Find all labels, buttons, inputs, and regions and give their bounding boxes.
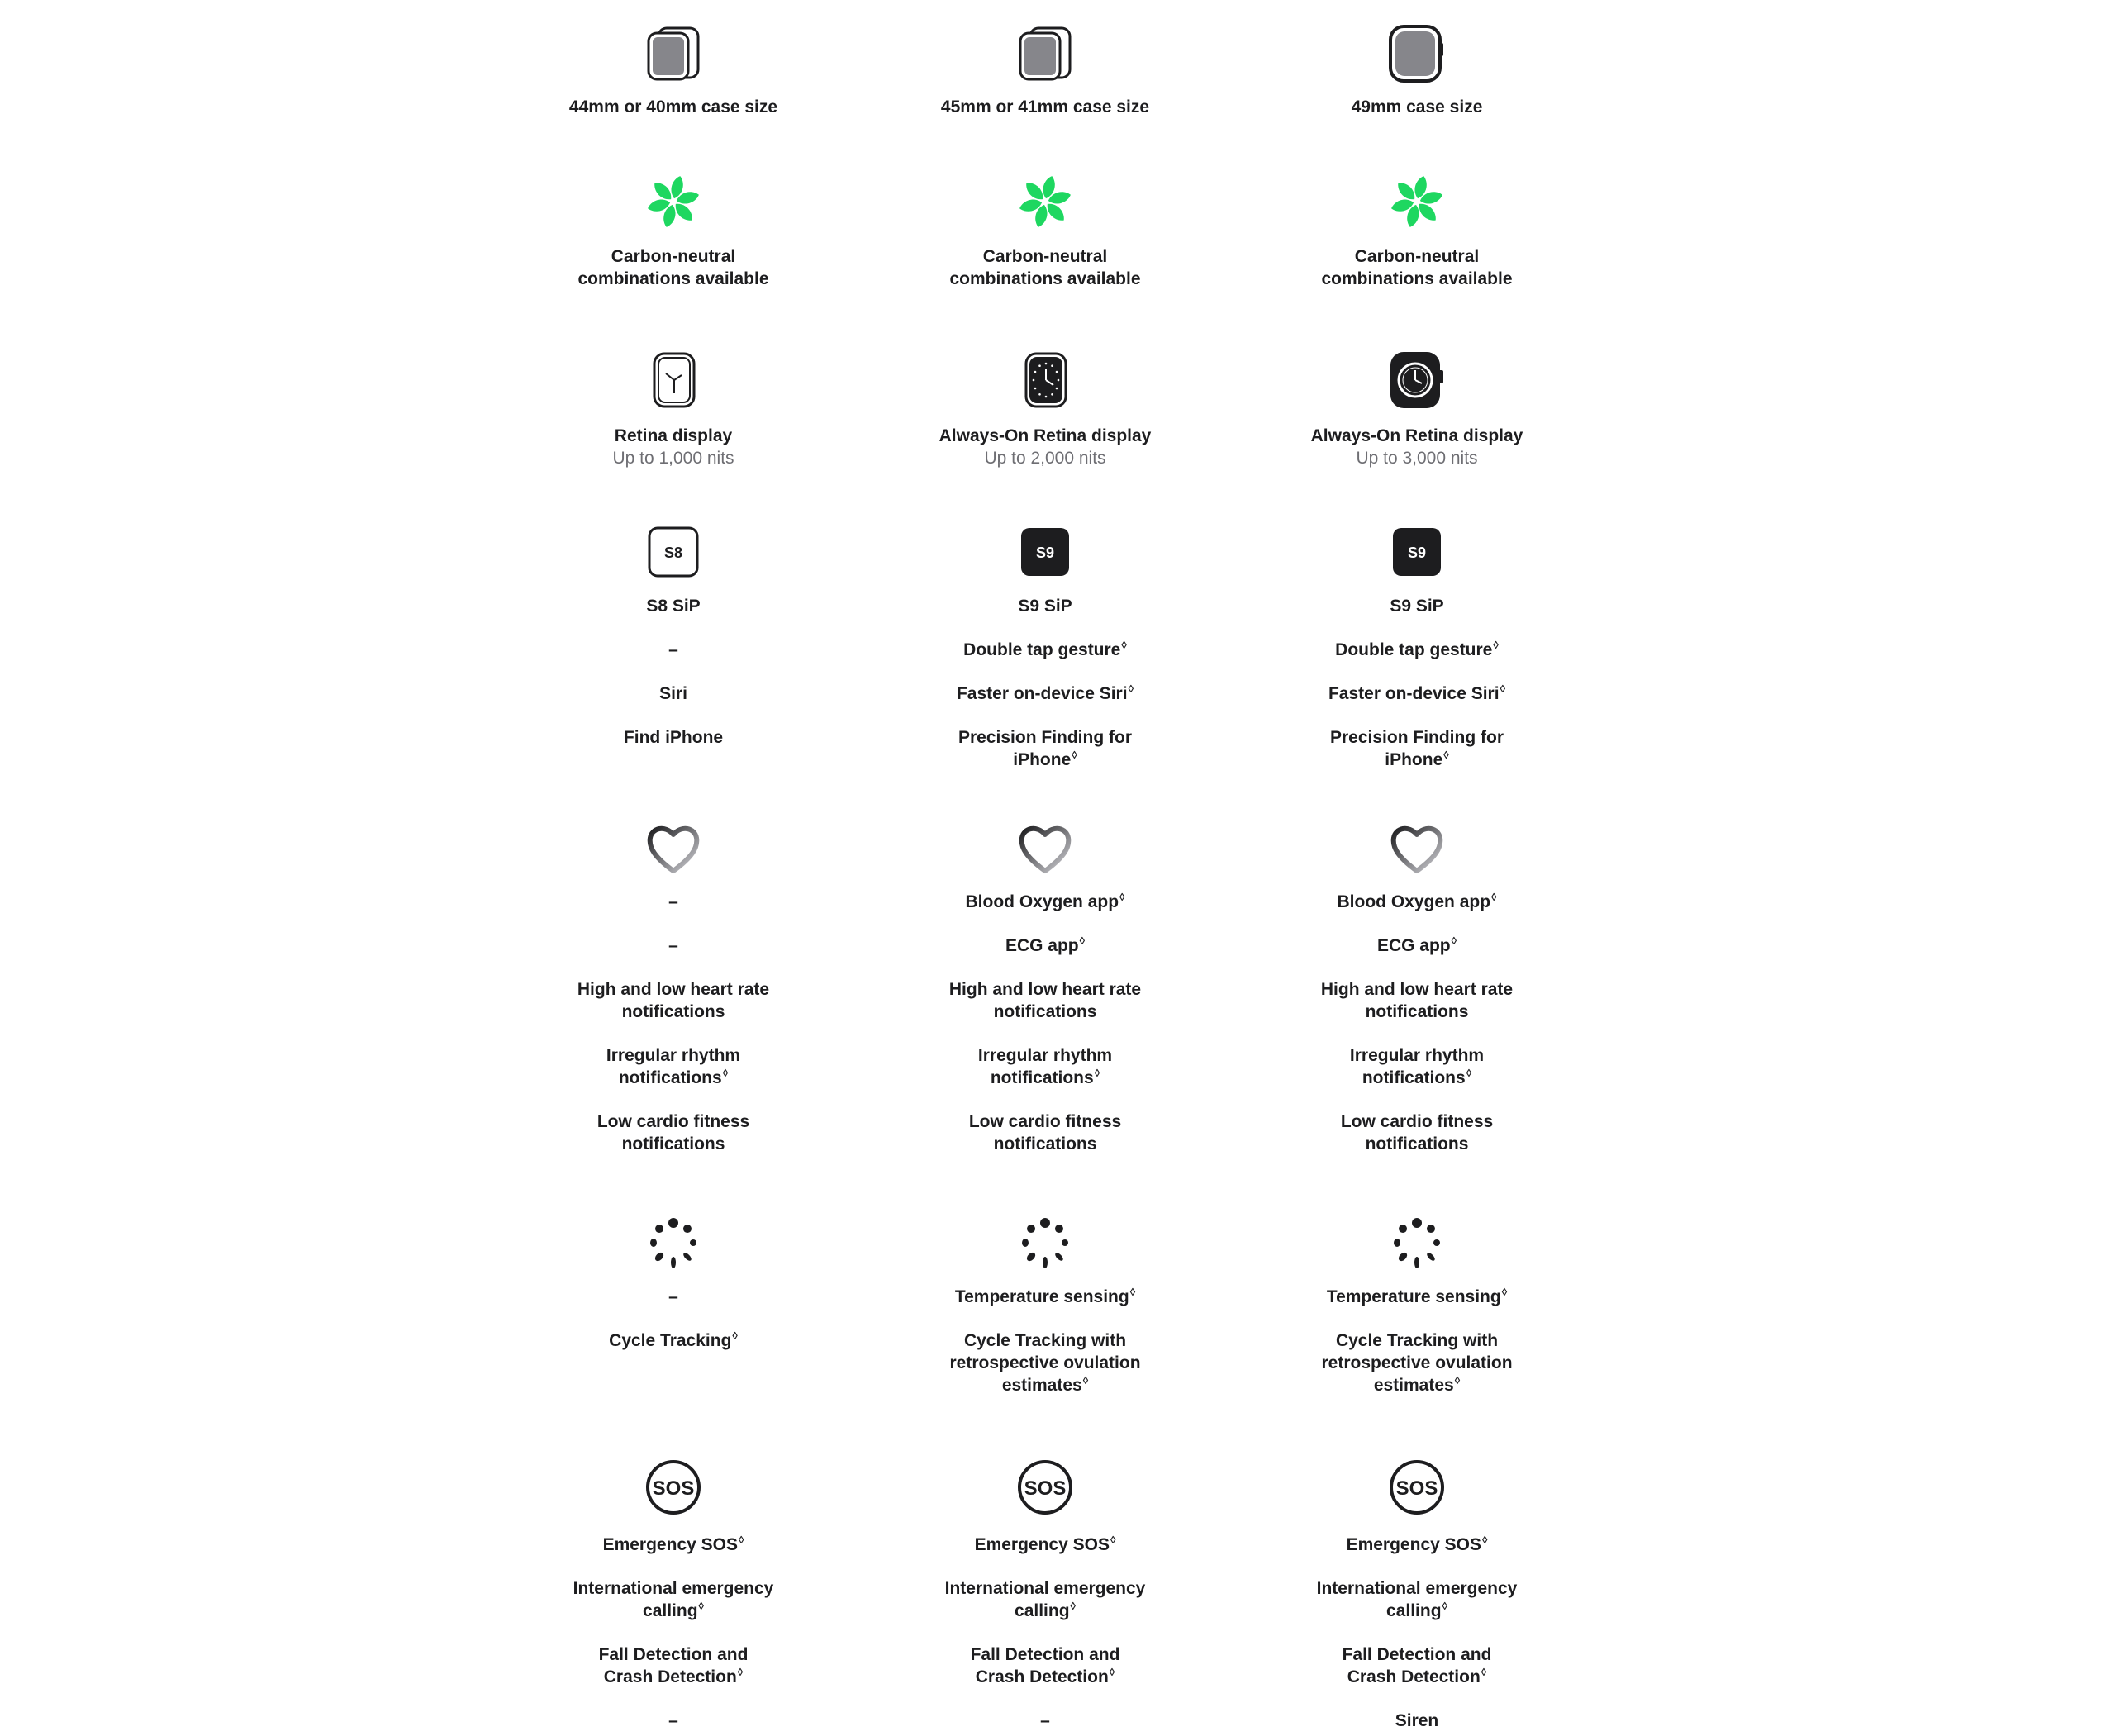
footnote-marker: ◊ xyxy=(1119,891,1125,903)
cycle-feature: Temperature sensing◊ xyxy=(954,1286,1136,1306)
chip-feature: iPhone◊ xyxy=(1013,749,1077,769)
chip-icon xyxy=(500,526,847,578)
sos-badge-text: SOS xyxy=(1024,1477,1067,1500)
safety-feature: calling◊ xyxy=(643,1600,704,1620)
safety-feature: calling◊ xyxy=(1015,1600,1076,1620)
heart-icon xyxy=(872,820,1219,879)
footnote-marker: ◊ xyxy=(1129,1286,1136,1298)
footnote-marker: ◊ xyxy=(1079,935,1086,947)
sos-icon xyxy=(500,1458,847,1517)
case-size-label: 44mm or 40mm case size xyxy=(568,98,778,117)
health-feature: Irregular rhythm xyxy=(1349,1046,1485,1065)
footnote-marker: ◊ xyxy=(1128,683,1134,695)
display-label: Retina display xyxy=(614,426,733,445)
chip-feature: – xyxy=(668,640,678,659)
safety-feature: Siren xyxy=(1395,1711,1439,1730)
footnote-marker: ◊ xyxy=(732,1329,738,1342)
column-watch-se xyxy=(500,0,847,1736)
heart-icon xyxy=(500,820,847,879)
carbon-neutral-label: combinations available xyxy=(577,269,769,288)
watch-face-dark-icon xyxy=(872,350,1219,410)
footnote-marker: ◊ xyxy=(1493,639,1499,651)
footnote-marker: ◊ xyxy=(1082,1374,1089,1386)
footnote-marker: ◊ xyxy=(1109,1666,1115,1678)
chip-label: S8 SiP xyxy=(646,597,701,616)
safety-feature: Fall Detection and xyxy=(598,1645,749,1664)
footnote-marker: ◊ xyxy=(1442,1600,1447,1612)
safety-feature: Crash Detection◊ xyxy=(1347,1666,1487,1686)
health-feature: High and low heart rate xyxy=(948,980,1142,999)
health-feature: High and low heart rate xyxy=(577,980,770,999)
chip-feature: Precision Finding for xyxy=(1329,728,1504,747)
carbon-neutral-label: Carbon-neutral xyxy=(611,247,736,266)
case-size-label: 45mm or 41mm case size xyxy=(940,98,1150,117)
footnote-marker: ◊ xyxy=(1500,683,1505,695)
cycle-feature: – xyxy=(668,1287,678,1306)
footnote-marker: ◊ xyxy=(1480,1666,1487,1678)
health-feature: Low cardio fitness xyxy=(596,1112,750,1131)
health-feature: Low cardio fitness xyxy=(1340,1112,1494,1131)
health-feature: notifications xyxy=(621,1002,725,1021)
display-brightness: Up to 3,000 nits xyxy=(1356,449,1478,468)
safety-feature: Emergency SOS◊ xyxy=(1346,1534,1488,1554)
health-feature: notifications◊ xyxy=(1362,1067,1472,1087)
footnote-marker: ◊ xyxy=(1501,1286,1508,1298)
footnote-marker: ◊ xyxy=(737,1666,744,1678)
case-size-label: 49mm case size xyxy=(1351,98,1483,117)
footnote-marker: ◊ xyxy=(1481,1534,1488,1546)
watch-face-light-icon xyxy=(500,350,847,410)
cycle-feature: estimates◊ xyxy=(1001,1374,1089,1395)
chip-feature: Double tap gesture◊ xyxy=(963,639,1127,659)
safety-feature: International emergency xyxy=(573,1579,774,1598)
chip-icon xyxy=(1243,526,1590,578)
safety-feature: – xyxy=(1040,1711,1050,1730)
safety-feature: Crash Detection◊ xyxy=(603,1666,744,1686)
chip-badge-text: S9 xyxy=(1407,545,1427,561)
health-feature: Irregular rhythm xyxy=(606,1046,741,1065)
display-brightness: Up to 1,000 nits xyxy=(612,449,734,468)
footnote-marker: ◊ xyxy=(1491,891,1497,903)
health-feature: notifications xyxy=(1365,1002,1469,1021)
footnote-marker: ◊ xyxy=(698,1600,704,1612)
safety-feature: calling◊ xyxy=(1386,1600,1447,1620)
safety-feature: International emergency xyxy=(1316,1579,1518,1598)
health-feature: Low cardio fitness xyxy=(968,1112,1122,1131)
footnote-marker: ◊ xyxy=(1454,1374,1461,1386)
cycle-feature: Cycle Tracking with xyxy=(1335,1331,1499,1350)
chip-badge-text: S9 xyxy=(1035,545,1055,561)
carbon-neutral-label: Carbon-neutral xyxy=(982,247,1108,266)
health-feature: – xyxy=(668,892,678,911)
safety-feature: Emergency SOS◊ xyxy=(602,1534,744,1554)
leaf-icon xyxy=(1243,172,1590,231)
display-label: Always-On Retina display xyxy=(1310,426,1523,445)
chip-feature: iPhone◊ xyxy=(1385,749,1449,769)
sos-icon xyxy=(872,1458,1219,1517)
safety-feature: Emergency SOS◊ xyxy=(974,1534,1116,1554)
sos-badge-text: SOS xyxy=(652,1477,695,1500)
chip-label: S9 SiP xyxy=(1018,597,1072,616)
footnote-marker: ◊ xyxy=(1451,935,1457,947)
watch-ultra-face-icon xyxy=(1243,350,1590,410)
health-feature: ECG app◊ xyxy=(1376,935,1457,955)
cycle-feature: estimates◊ xyxy=(1373,1374,1461,1395)
chip-feature: Precision Finding for xyxy=(958,728,1132,747)
chip-feature: Faster on-device Siri◊ xyxy=(956,683,1134,703)
footnote-marker: ◊ xyxy=(1094,1067,1100,1079)
footnote-marker: ◊ xyxy=(1121,639,1127,651)
carbon-neutral-label: combinations available xyxy=(1321,269,1513,288)
chip-badge-text: S8 xyxy=(663,545,683,561)
safety-feature: Crash Detection◊ xyxy=(975,1666,1115,1686)
safety-feature: Fall Detection and xyxy=(1342,1645,1492,1664)
chip-label: S9 SiP xyxy=(1390,597,1444,616)
watch-case-icon xyxy=(872,23,1219,83)
leaf-icon xyxy=(500,172,847,231)
health-feature: notifications◊ xyxy=(990,1067,1100,1087)
sos-badge-text: SOS xyxy=(1395,1477,1438,1500)
health-feature: Blood Oxygen app◊ xyxy=(1337,891,1497,911)
sos-icon xyxy=(1243,1458,1590,1517)
cycle-dots-icon xyxy=(1243,1213,1590,1272)
footnote-marker: ◊ xyxy=(1443,749,1449,761)
health-feature: – xyxy=(668,936,678,955)
footnote-marker: ◊ xyxy=(1110,1534,1116,1546)
chip-feature: Siri xyxy=(659,684,687,703)
footnote-marker: ◊ xyxy=(1070,1600,1076,1612)
safety-feature: – xyxy=(668,1711,678,1730)
column-watch-ultra xyxy=(1243,0,1590,1736)
health-feature: notifications◊ xyxy=(618,1067,729,1087)
safety-feature: Fall Detection and xyxy=(970,1645,1120,1664)
watch-case-icon xyxy=(500,23,847,83)
chip-feature: Find iPhone xyxy=(623,728,724,747)
health-feature: notifications xyxy=(621,1134,725,1153)
footnote-marker: ◊ xyxy=(738,1534,744,1546)
carbon-neutral-label: Carbon-neutral xyxy=(1354,247,1480,266)
watch-ultra-case-icon xyxy=(1243,23,1590,83)
chip-feature: Faster on-device Siri◊ xyxy=(1328,683,1505,703)
cycle-feature: retrospective ovulation xyxy=(1321,1353,1513,1372)
cycle-feature: Temperature sensing◊ xyxy=(1326,1286,1508,1306)
cycle-dots-icon xyxy=(500,1213,847,1272)
health-feature: notifications xyxy=(1365,1134,1469,1153)
carbon-neutral-label: combinations available xyxy=(949,269,1141,288)
chip-icon xyxy=(872,526,1219,578)
health-feature: Irregular rhythm xyxy=(977,1046,1113,1065)
chip-feature: Double tap gesture◊ xyxy=(1335,639,1499,659)
cycle-feature: retrospective ovulation xyxy=(949,1353,1141,1372)
heart-icon xyxy=(1243,820,1590,879)
column-watch-series xyxy=(872,0,1219,1736)
cycle-feature: Cycle Tracking with xyxy=(963,1331,1127,1350)
cycle-feature: Cycle Tracking◊ xyxy=(609,1329,738,1350)
display-label: Always-On Retina display xyxy=(939,426,1152,445)
health-feature: ECG app◊ xyxy=(1005,935,1086,955)
health-feature: notifications xyxy=(993,1134,1097,1153)
display-brightness: Up to 2,000 nits xyxy=(984,449,1106,468)
health-feature: High and low heart rate xyxy=(1320,980,1514,999)
health-feature: Blood Oxygen app◊ xyxy=(965,891,1125,911)
health-feature: notifications xyxy=(993,1002,1097,1021)
leaf-icon xyxy=(872,172,1219,231)
cycle-dots-icon xyxy=(872,1213,1219,1272)
footnote-marker: ◊ xyxy=(722,1067,729,1079)
footnote-marker: ◊ xyxy=(1072,749,1077,761)
safety-feature: International emergency xyxy=(944,1579,1146,1598)
footnote-marker: ◊ xyxy=(1466,1067,1472,1079)
